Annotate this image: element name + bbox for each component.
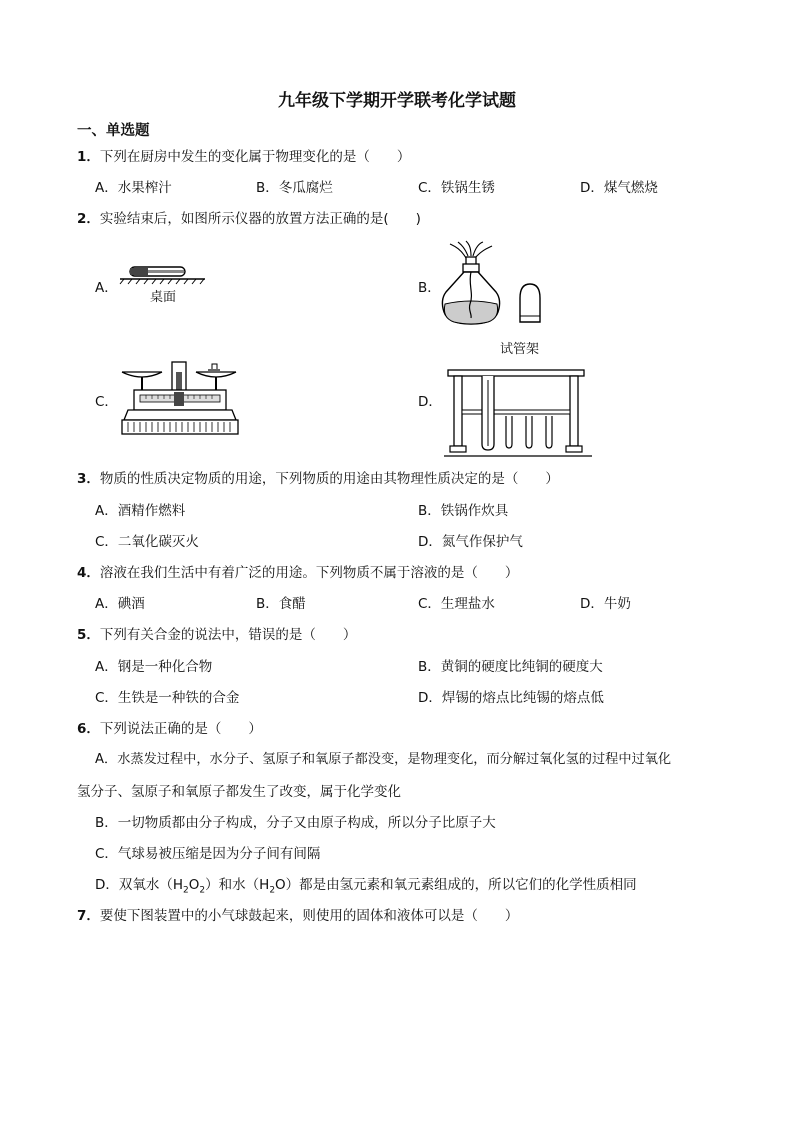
question-number: 4．: [77, 565, 100, 581]
option-a-line1: A．水蒸发过程中，水分子、氢原子和氧原子都没变，是物理变化，而分解过氧化氢的过程中过氧化: [95, 752, 672, 767]
option-d: [95, 873, 637, 896]
question-1: [77, 145, 410, 165]
figure-b-alcohol-lamp: [438, 240, 548, 330]
question-text: 实验结束后，如图所示仪器的放置方法正确的是( ): [99, 211, 421, 227]
option-b: B．食醋: [256, 596, 306, 612]
question-text: 下列在厨房中发生的变化属于物理变化的是（ ）: [99, 149, 411, 165]
question-text: 要使下图装置中的小气球鼓起来，则使用的固体和液体可以是（ ）: [99, 908, 519, 924]
section-heading: 一、单选题: [77, 123, 150, 139]
question-2: [77, 207, 421, 227]
question-number: 2．: [77, 211, 100, 227]
option-c: C．生铁是一种铁的合金: [95, 690, 240, 706]
option-d: D．煤气燃烧: [580, 180, 658, 196]
option-d: D．牛奶: [580, 596, 631, 612]
question-6: [77, 717, 262, 737]
option-b: B．冬瓜腐烂: [256, 180, 333, 196]
question-number: 5．: [77, 627, 100, 643]
option-a: A．碘酒: [95, 596, 145, 612]
question-7: [77, 904, 518, 924]
figure-c-balance: [120, 358, 240, 438]
question-4: [77, 561, 518, 581]
subscript: 2: [269, 885, 276, 896]
option-d-text: ）和水（H: [205, 877, 270, 893]
option-b: B．铁锅作炊具: [418, 503, 509, 519]
option-d-text: D．双氧水（H: [95, 877, 184, 893]
option-a-line2: 氢分子、氢原子和氧原子都发生了改变，属于化学变化: [77, 784, 401, 800]
subscript: 2: [199, 885, 206, 896]
question-5: [77, 623, 356, 643]
option-d-text: O: [188, 877, 200, 893]
question-3: [77, 467, 559, 487]
option-c-letter: C．: [95, 394, 118, 410]
question-text: 物质的性质决定物质的用途，下列物质的用途由其物理性质决定的是（ ）: [99, 471, 559, 487]
question-number: 3．: [77, 471, 100, 487]
option-a: A．钢是一种化合物: [95, 659, 213, 675]
option-c: C．气球易被压缩是因为分子间有间隔: [95, 846, 321, 862]
option-a: A．水果榨汁: [95, 180, 172, 196]
option-c: C．二氧化碳灭火: [95, 534, 199, 550]
option-d: D．氮气作保护气: [418, 534, 523, 550]
figure-a-caption: 桌面: [150, 290, 177, 305]
option-c: C．铁锅生锈: [418, 180, 495, 196]
option-c: C．生理盐水: [418, 596, 495, 612]
figure-d-caption: 试管架: [500, 342, 540, 357]
question-text: 下列有关合金的说法中，错误的是（ ）: [99, 627, 357, 643]
option-a-letter: A．: [95, 280, 118, 296]
question-number: 6．: [77, 721, 100, 737]
subscript: 2: [183, 885, 189, 896]
option-d-text: O）都是由氢元素和氧元素组成的，所以它们的化学性质相同: [275, 877, 637, 893]
option-b: B．黄铜的硬度比纯铜的硬度大: [418, 659, 603, 675]
option-b: B．一切物质都由分子构成，分子又由原子构成，所以分子比原子大: [95, 815, 496, 831]
figure-d-test-tube-rack: [444, 360, 592, 460]
question-text: 下列说法正确的是（ ）: [99, 721, 262, 737]
page-title: 九年级下学期开学联考化学试题: [278, 91, 516, 111]
option-d-letter: D．: [418, 394, 442, 410]
option-b-letter: B．: [418, 280, 441, 296]
question-number: 7．: [77, 908, 100, 924]
option-d: D．焊锡的熔点比纯锡的熔点低: [418, 690, 604, 706]
question-number: 1．: [77, 149, 100, 165]
question-text: 溶液在我们生活中有着广泛的用途。下列物质不属于溶液的是（ ）: [99, 565, 519, 581]
option-a: A．酒精作燃料: [95, 503, 186, 519]
